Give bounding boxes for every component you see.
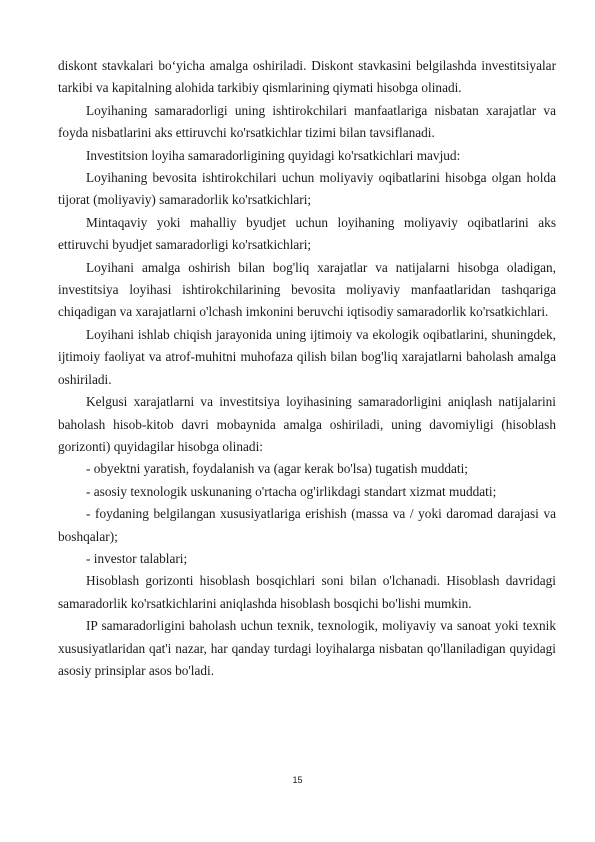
- paragraph-hisob-kitob-davri: Kelgusi xarajatlarni va investitsiya loyihasining samaradorligini aniqlash natijalarini baholash hisob-kitob davri mobaynida amalga oshiriladi, uning davomiyligi (hisoblash gorizonti) quyidagilar hisobga olinadi:: [58, 394, 556, 454]
- paragraph-tijorat-samaradorlik: Loyihaning bevosita ishtirokchilari uchun moliyaviy oqibatlarini hisobga olgan holda tijorat (moliyaviy) samaradorlik ko'rsatkichlari;: [58, 170, 556, 208]
- paragraph-samaradorlik-tavsifi: Loyihaning samaradorligi uning ishtirokchilari manfaatlariga nisbatan xarajatlar va foyda nisbatlarini aks ettiruvchi ko'rsatkichlar tizimi bilan tavsiflanadi.: [58, 102, 556, 141]
- paragraph-iqtisodiy-samaradorlik: Loyihani amalga oshirish bilan bog'liq xarajatlar va natijalarni hisobga oladigan, investitsiya loyihasi ishtirokchilarining bevosita moliyaviy manfaatlaridan tashqariga chiqadigan va xarajatlarni o'lchash imkonini beruvchi iqtisodiy samaradorlik ko'rsatkichlari.: [58, 259, 556, 320]
- list-item-foyda-xususiyatlari: - foydaning belgilangan xususiyatlariga erishish (massa va / yoki daromad darajasi va boshqalar);: [58, 506, 556, 544]
- paragraph-ijtimoiy-ekologik: Loyihani ishlab chiqish jarayonida uning ijtimoiy va ekologik oqibatlarini, shuningdek, ijtimoiy faoliyat va atrof-muhitni muhofaza qilish bilan bog'liq xarajatlarni baholash amalga oshiriladi.: [58, 326, 556, 387]
- paragraph-hisoblash-gorizonti: Hisoblash gorizonti hisoblash bosqichlari soni bilan o'lchanadi. Hisoblash davridagi samaradorlik ko'rsatkichlarini aniqlashda hisoblash bosqichi bo'lishi mumkin.: [58, 573, 556, 611]
- document-body: [58, 55, 556, 682]
- paragraph-diskont: diskont stavkalari bo‘yicha amalga oshiriladi. Diskont stavkasini belgilashda investitsiyalar tarkibi va kapitalning alohida tarkibiy qismlarining qiymati hisobga olinadi.: [58, 58, 556, 96]
- list-item-investor-talablari: - investor talablari;: [86, 550, 188, 566]
- page-number: 15: [292, 775, 303, 785]
- paragraph-byudjet-samaradorlik: Mintaqaviy yoki mahalliy byudjet uchun loyihaning moliyaviy oqibatlarini aks ettiruvchi byudjet samaradorligi ko'rsatkichlari;: [58, 214, 556, 253]
- paragraph-asosiy-prinsiplar: IP samaradorligini baholash uchun texnik, texnologik, moliyaviy va sanoat yoki texnik xususiyatlaridan qat'i nazar, har qanday turdagi loyihalarga nisbatan qo'llaniladigan quyidagi asosiy prinsiplar asos bo'ladi.: [58, 618, 556, 678]
- list-item-obyekt-muddati: - obyektni yaratish, foydalanish va (agar kerak bo'lsa) tugatish muddati;: [86, 461, 468, 477]
- list-item-uskuna-muddati: - asosiy texnologik uskunaning o'rtacha og'irlikdagi standart xizmat muddati;: [86, 483, 497, 499]
- paragraph-korsatkichlar-intro: Investitsion loyiha samaradorligining quyidagi ko'rsatkichlari mavjud:: [86, 147, 461, 163]
